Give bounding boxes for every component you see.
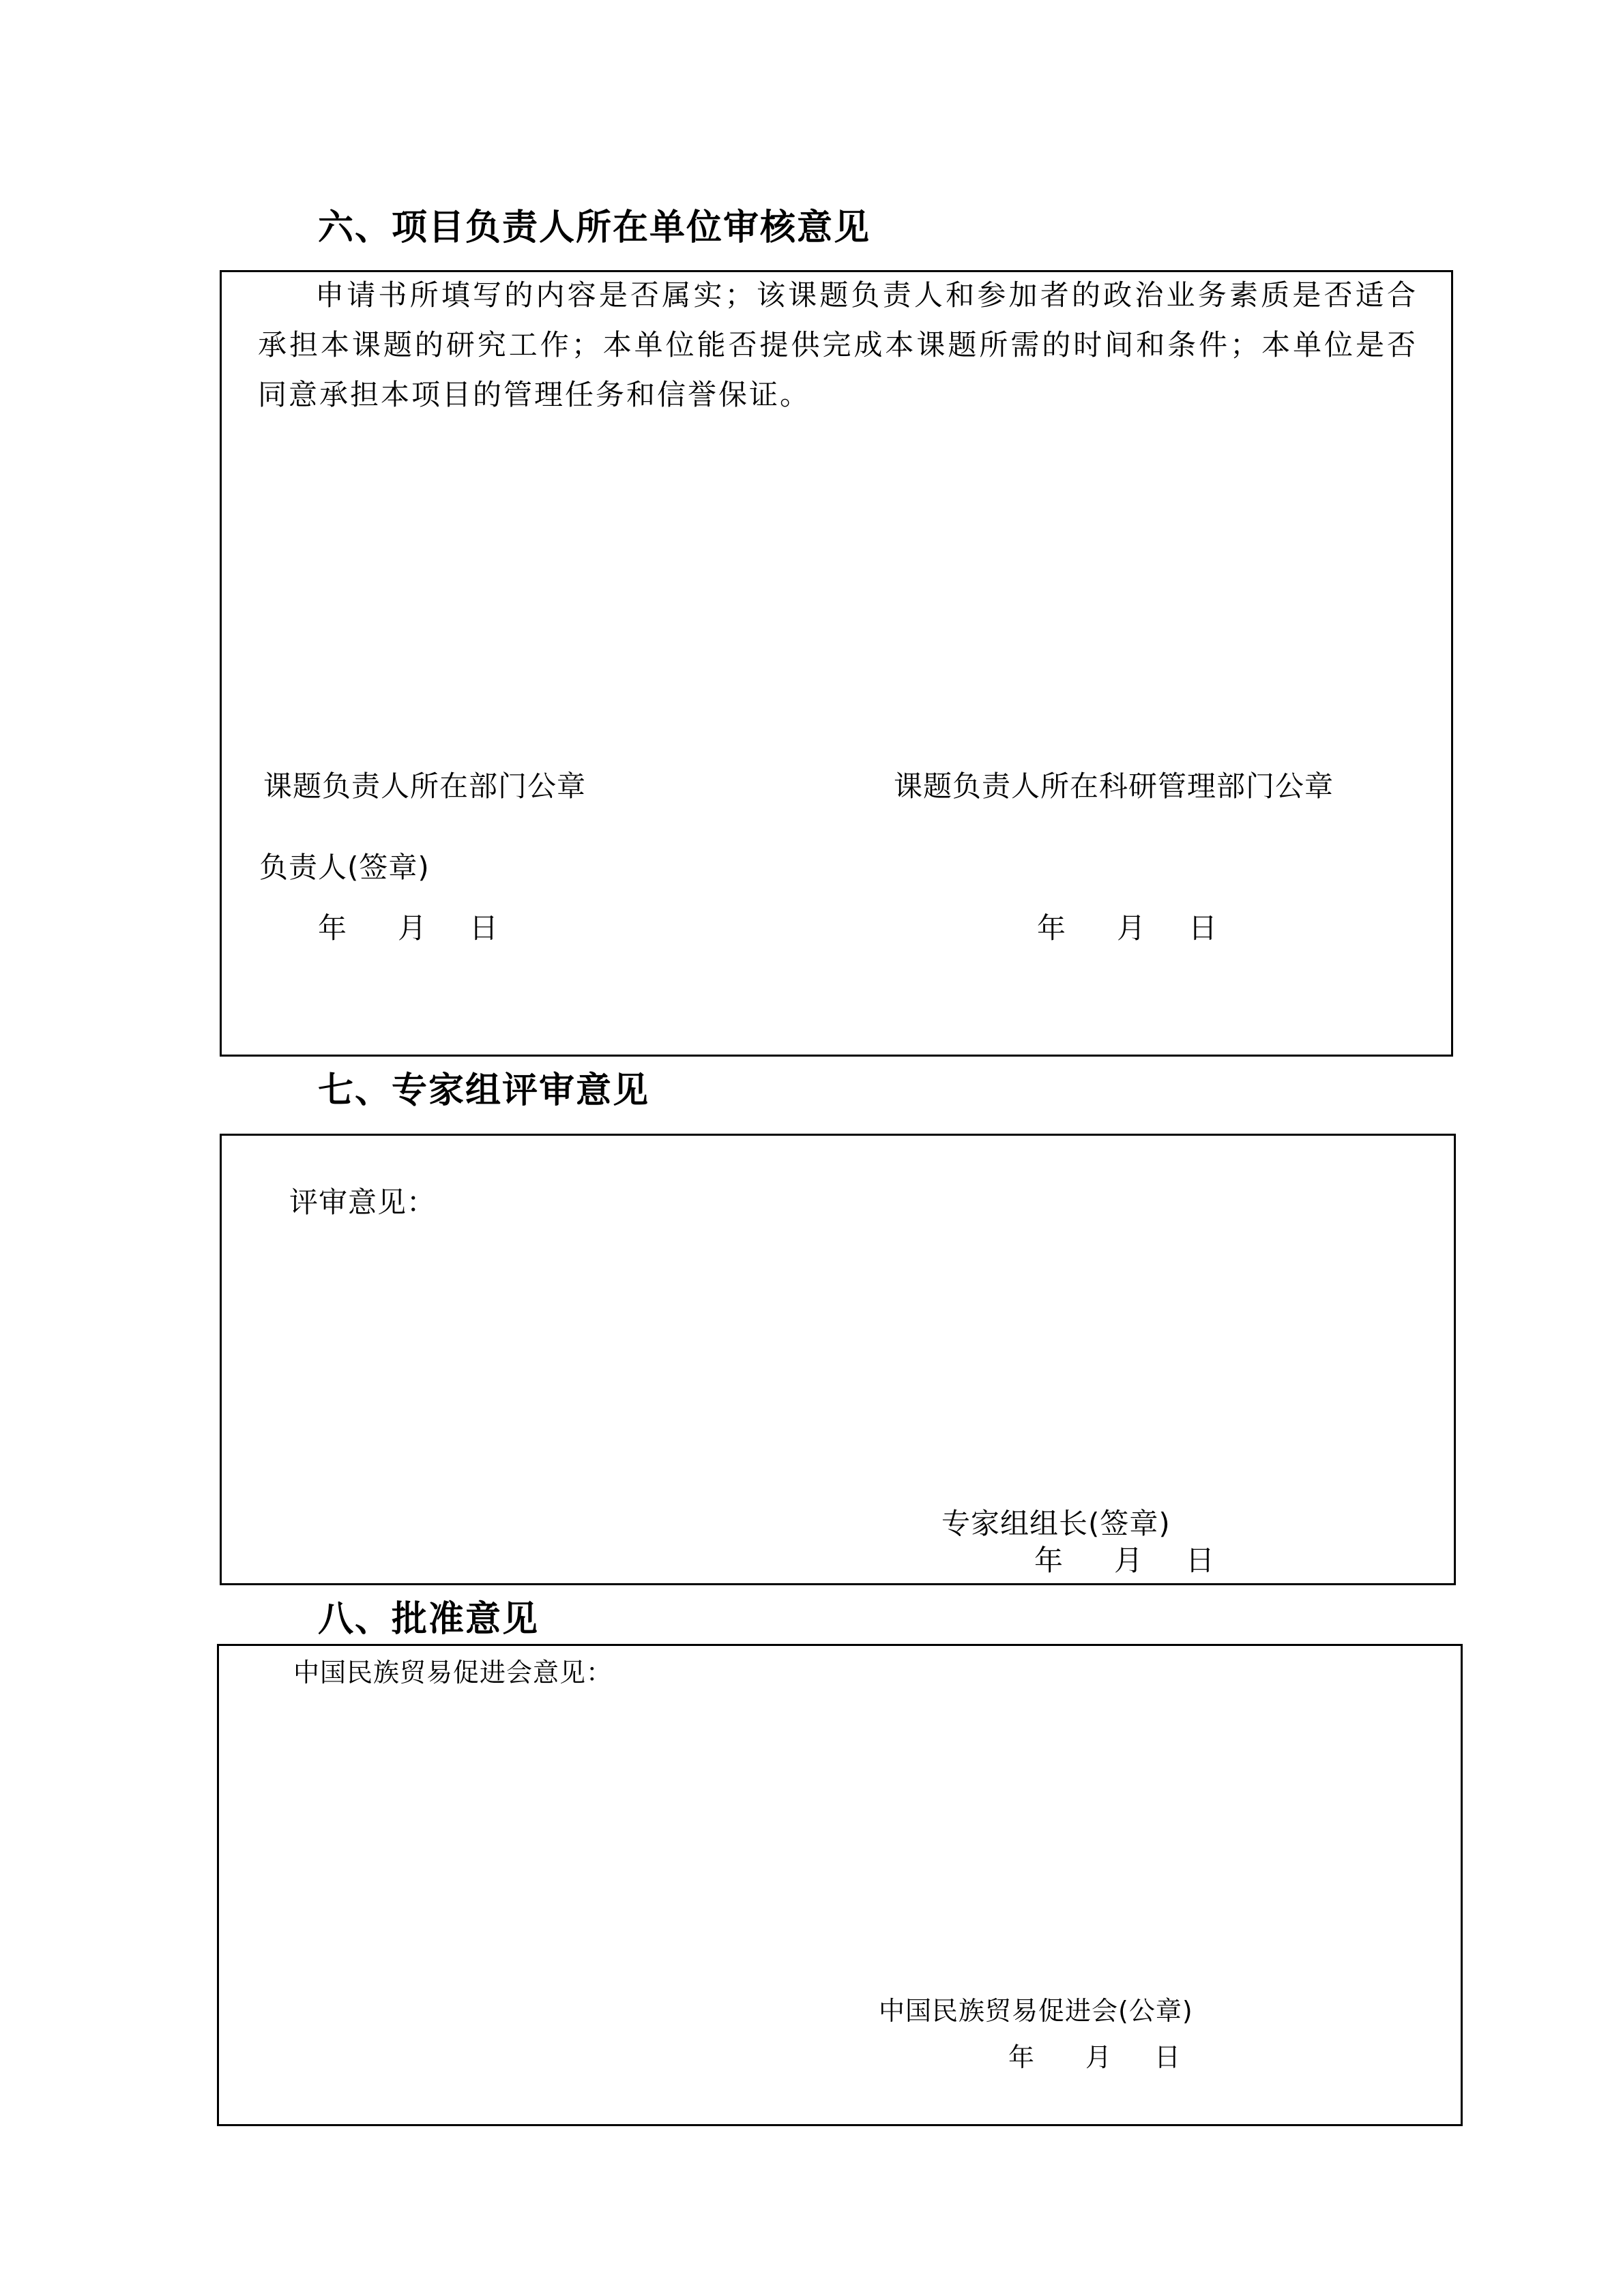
approval-opinion-label: 中国民族贸易促进会意见：: [293, 1658, 613, 1688]
section-8-heading: 八、批准意见: [318, 1598, 540, 1640]
section-8-date: [1008, 2033, 1181, 2082]
day-label: 日: [469, 911, 499, 945]
section-8-box: [217, 1644, 1463, 2126]
section-7-date: [1034, 1536, 1215, 1585]
research-dept-seal-label: 课题负责人所在科研管理部门公章: [894, 769, 1334, 803]
month-label: 月: [1085, 2042, 1113, 2072]
year-label: 年: [1037, 911, 1067, 945]
section-6-instructions: 申请书所填写的内容是否属实；该课题负责人和参加者的政治业务素质是否适合承担本课题的研究工作；本单位能否提供完成本课题所需的时间和条件；本单位是否同意承担本项目的管理任务和信誉保证。: [258, 278, 1418, 411]
dept-seal-label: 课题负责人所在部门公章: [263, 769, 587, 803]
expert-group-leader-signature-label: 专家组组长(签章): [941, 1507, 1171, 1540]
year-label: 年: [1034, 1544, 1064, 1577]
day-label: 日: [1188, 911, 1218, 945]
section-6-date-left: [318, 904, 499, 953]
review-opinion-label: 评审意见：: [289, 1186, 437, 1219]
month-label: 月: [1117, 911, 1147, 945]
section-6-heading: 六、项目负责人所在单位审核意见: [318, 207, 871, 248]
day-label: 日: [1186, 1544, 1216, 1577]
year-label: 年: [318, 911, 348, 945]
section-6-date-right: [1037, 904, 1218, 953]
responsible-person-signature-label: 负责人(签章): [259, 851, 430, 884]
association-seal-label: 中国民族贸易促进会(公章): [879, 1996, 1193, 2026]
month-label: 月: [398, 911, 428, 945]
month-label: 月: [1114, 1544, 1144, 1577]
day-label: 日: [1154, 2042, 1182, 2072]
section-7-heading: 七、专家组评审意见: [318, 1070, 650, 1111]
year-label: 年: [1008, 2042, 1036, 2072]
